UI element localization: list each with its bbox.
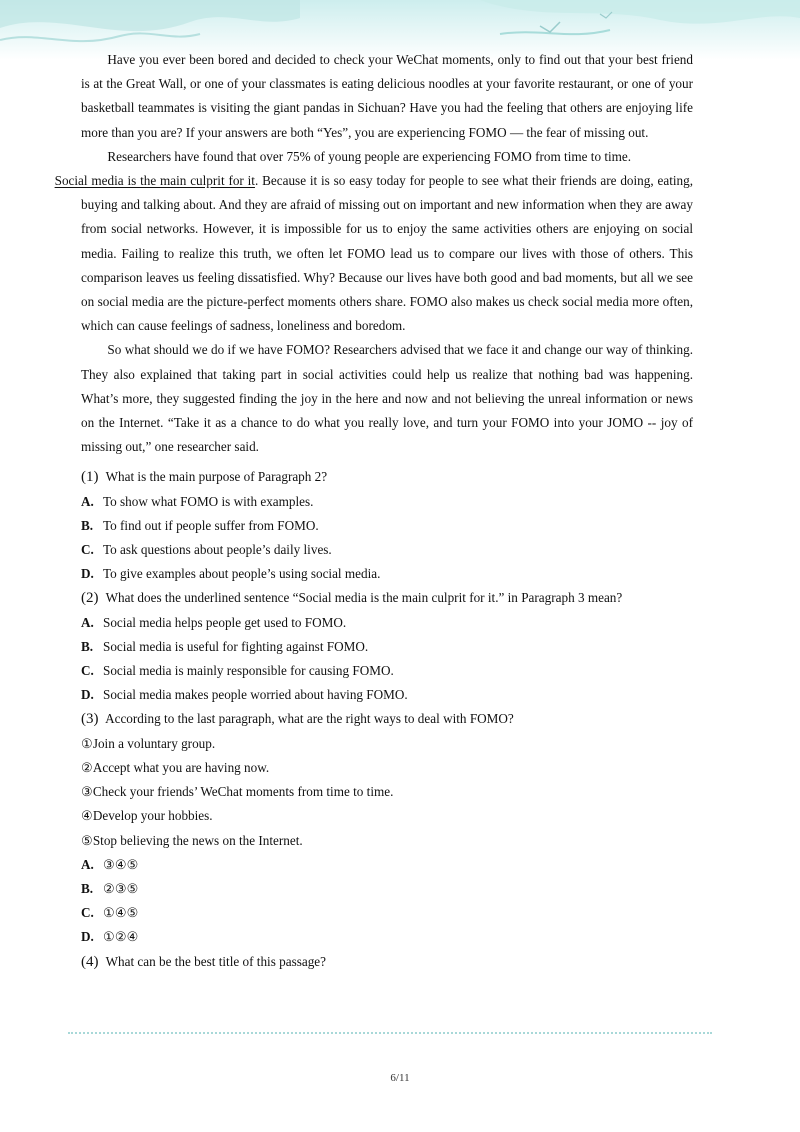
option-d[interactable]: D. Social media makes people worried about having FOMO. [81, 687, 408, 703]
option-b[interactable]: B. To find out if people suffer from FOMO. [81, 517, 319, 533]
passage-paragraph-1: Have you ever been bored and decided to check your WeChat moments, only to find out that your best friend is at the Great Wall, or one of your classmates is eating delicious noodles at your favorite restaurant, or one of your basketball teammates is visiting the giant pandas in Sichuan? Have you had the feeling that others are enjoying life more than you are? If your answers are both “Yes”, you are experiencing FOMO — the fear of missing out. [81, 52, 693, 140]
question-1 [81, 465, 693, 586]
paragraph-2-rest: . Because it is so easy today for people to see what their friends are doing, eating, buying and talking about. And they are afraid of missing out on important and new information when they are away from social networks. However, it is impossible for us to enjoy the same activities others are enjoying on social media. Failing to realize this truth, we often let FOMO lead us to compare our lives with those of others. This comparison leaves us feeling dissatisfied. Why? Because our lives have both good and bad moments, but all we see on social media are the picture-perfect moments others share. FOMO also makes us check social media more often, which can cause feelings of sadness, loneliness and boredom. [81, 173, 694, 334]
option-a[interactable]: A. To show what FOMO is with examples. [81, 493, 314, 509]
document-page [54, 48, 694, 974]
option-b[interactable]: B. ②③⑤ [81, 880, 139, 896]
question-list [81, 465, 693, 973]
statement-item: ④Develop your hobbies. [81, 808, 213, 824]
option-c[interactable]: C. Social media is mainly responsible for causing FOMO. [81, 663, 394, 679]
option-c[interactable]: C. ①④⑤ [81, 905, 139, 921]
question-4 [81, 950, 693, 974]
passage-paragraph-3: So what should we do if we have FOMO? Researchers advised that we face it and change our way of thinking. They also explained that taking part in social activities could help us realize that nothing bad was happening. What’s more, they suggested finding the joy in the here and now and not believing the unreal information or news on the Internet. “Take it as a chance to do what you really love, and turn your FOMO into your JOMO -- joy of missing out,” one researcher said. [81, 342, 693, 455]
footer-divider [68, 1032, 712, 1034]
option-c[interactable]: C. To ask questions about people’s daily lives. [81, 542, 332, 558]
question-text: What does the underlined sentence “Social media is the main culprit for it.” in Paragraph 3 mean? [105, 590, 623, 606]
passage-paragraph-2 [54, 145, 694, 339]
question-text: According to the last paragraph, what are the right ways to deal with FOMO? [105, 711, 514, 727]
question-text: What is the main purpose of Paragraph 2? [105, 469, 328, 485]
option-d[interactable]: D. To give examples about people’s using social media. [81, 566, 381, 582]
statement-item: ⑤Stop believing the news on the Internet. [81, 832, 303, 848]
statement-item: ①Join a voluntary group. [81, 735, 216, 751]
question-text: What can be the best title of this passage? [105, 953, 327, 969]
page-number: 6/11 [390, 1072, 410, 1084]
paragraph-2-opening: Researchers have found that over 75% of young people are experiencing FOMO from time to time. [107, 148, 632, 164]
statement-item: ②Accept what you are having now. [81, 759, 270, 775]
underlined-sentence: Social media is the main culprit for it [54, 173, 255, 189]
question-number: (1) [81, 469, 99, 486]
option-b[interactable]: B. Social media is useful for fighting against FOMO. [81, 638, 369, 654]
option-d[interactable]: D. ①②④ [81, 929, 139, 945]
statement-item: ③Check your friends’ WeChat moments from time to time. [81, 784, 394, 800]
question-number: (3) [81, 711, 99, 728]
question-number: (4) [81, 953, 99, 970]
option-a[interactable]: A. ③④⑤ [81, 856, 139, 872]
question-2 [81, 586, 693, 707]
question-number: (2) [81, 590, 99, 607]
option-a[interactable]: A. Social media helps people get used to FOMO. [81, 614, 347, 630]
question-3 [81, 707, 693, 949]
